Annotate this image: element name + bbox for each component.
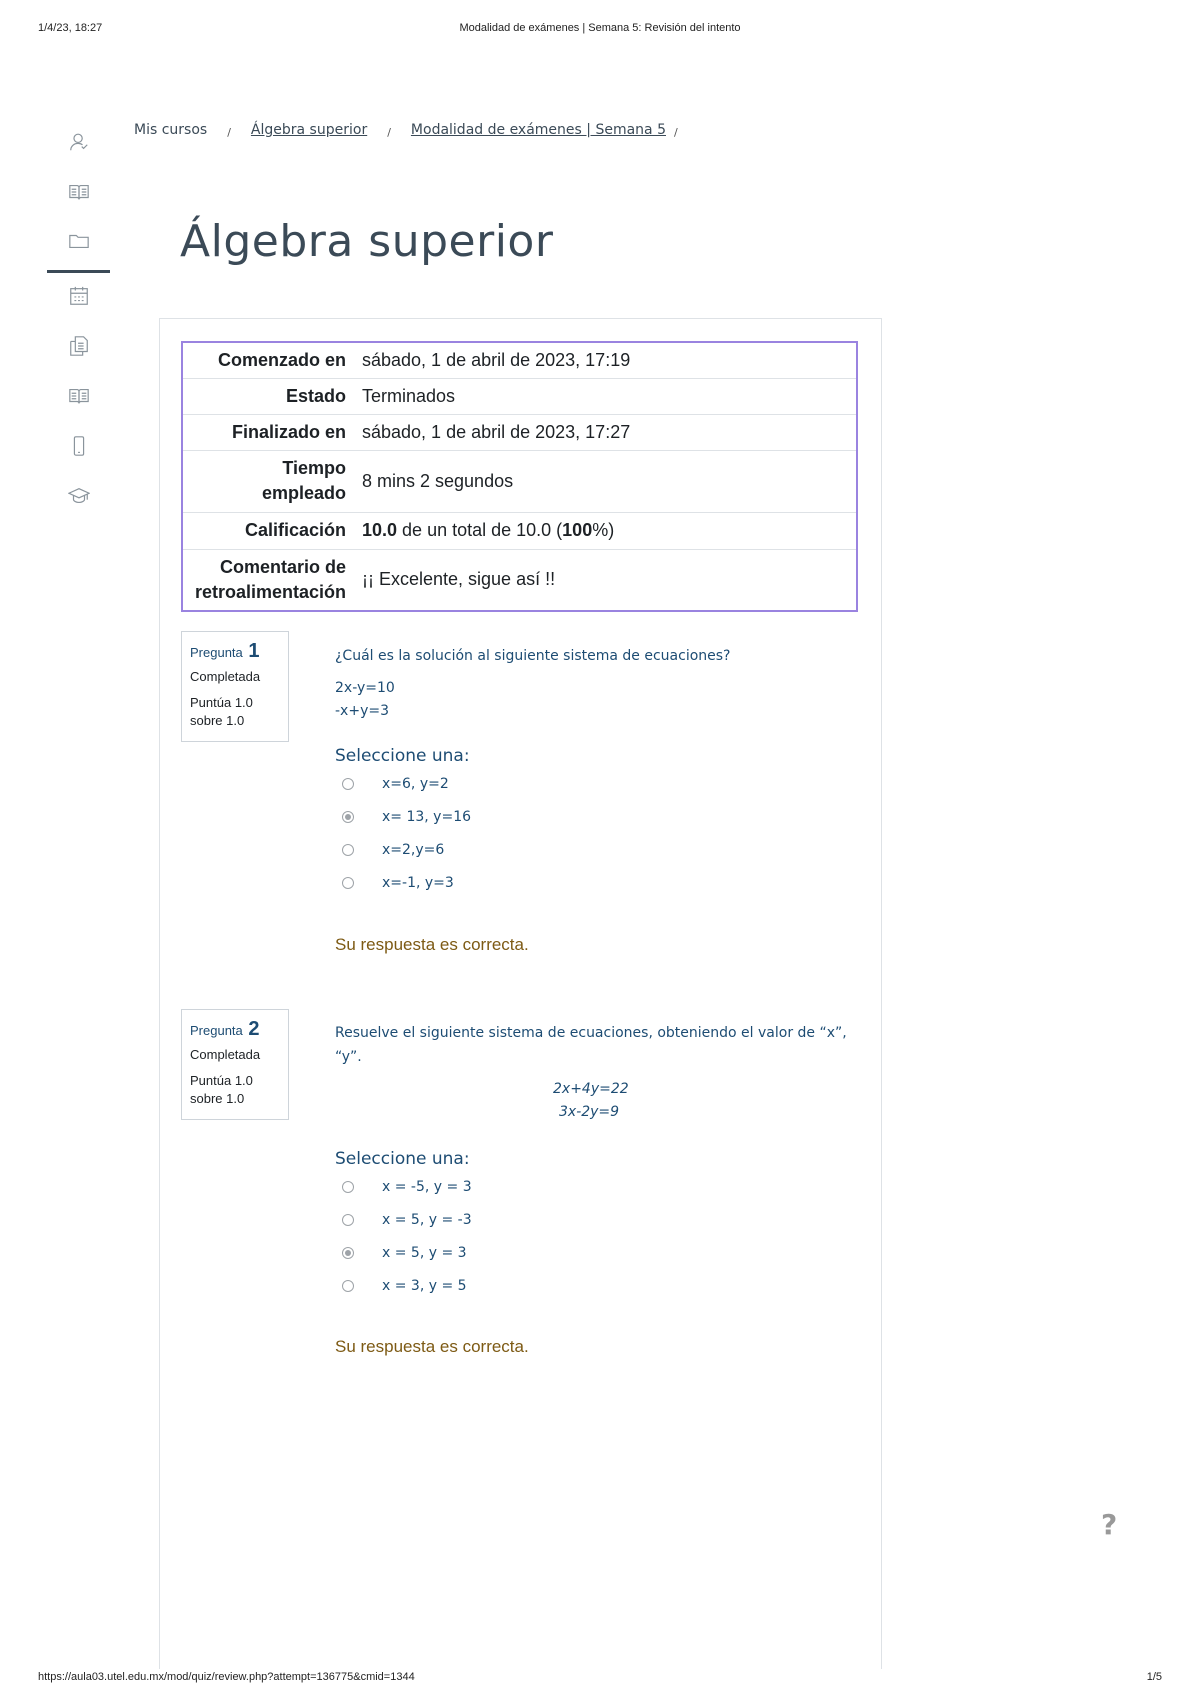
question-prefix: Pregunta [190, 1023, 243, 1038]
graduation-cap-icon[interactable] [68, 485, 90, 507]
question-text-2-line1: Resuelve el siguiente sistema de ecuaciones, obteniendo el valor de “x”, [335, 1025, 847, 1041]
time-label-line2: empleado [261, 483, 346, 503]
grade-mid: de un total de 10.0 ( [397, 520, 563, 540]
breadcrumb [134, 122, 678, 138]
select-prompt-1: Seleccione una: [335, 746, 470, 766]
question-grade-line1: Puntúa 1.0 [190, 695, 253, 710]
grade-score: 10.0 [362, 520, 398, 540]
feedback-value: ¡¡ Excelente, sigue así !! [362, 569, 556, 590]
answer-option[interactable] [342, 1210, 472, 1230]
grade-percent: 100 [562, 520, 593, 540]
mobile-icon[interactable] [68, 435, 90, 457]
summary-row-time [182, 450, 857, 512]
print-date: 1/4/23, 18:27 [38, 22, 103, 34]
book-icon[interactable] [68, 385, 90, 407]
breadcrumb-course[interactable]: Álgebra superior [250, 122, 368, 138]
equation-2a: 2x+4y=22 [553, 1081, 629, 1097]
answer-option-label: x = 5, y = 3 [382, 1245, 467, 1261]
question-number-value: 2 [248, 1018, 260, 1040]
summary-row-finished [182, 414, 857, 450]
radio-button[interactable] [342, 1280, 354, 1292]
time-value: 8 mins 2 segundos [356, 450, 857, 512]
help-icon[interactable]: ? [1101, 1508, 1118, 1541]
answer-option[interactable] [342, 840, 444, 860]
answer-option-label: x = 3, y = 5 [382, 1278, 467, 1294]
question-text-2-line2: “y”. [335, 1049, 362, 1065]
question-grade [190, 1072, 288, 1108]
summary-row-grade [182, 512, 857, 549]
state-value: Terminados [356, 378, 857, 414]
time-label-line1: Tiempo [282, 458, 346, 478]
breadcrumb-my-courses[interactable]: Mis cursos [134, 122, 208, 138]
summary-row-started [182, 342, 857, 378]
answer-option[interactable] [342, 1243, 467, 1263]
grade-end: %) [592, 520, 615, 540]
question-info-2 [181, 1009, 289, 1120]
answer-option-label: x = -5, y = 3 [382, 1179, 472, 1195]
question-state: Completada [190, 1047, 261, 1062]
feedback-label-line1: Comentario de [219, 556, 346, 577]
summary-row-state [182, 378, 857, 414]
radio-button[interactable] [342, 1214, 354, 1226]
answer-option-label: x=-1, y=3 [382, 875, 454, 891]
equation-1a: 2x-y=10 [335, 680, 395, 696]
equation-1b: -x+y=3 [335, 703, 389, 719]
answer-option[interactable] [342, 807, 471, 827]
question-text-1: ¿Cuál es la solución al siguiente sistema de ecuaciones? [335, 648, 731, 664]
answer-option-label: x=2,y=6 [382, 842, 445, 858]
question-grade-line1: Puntúa 1.0 [190, 1073, 253, 1088]
started-value: sábado, 1 de abril de 2023, 17:19 [356, 342, 857, 378]
breadcrumb-quiz[interactable]: Modalidad de exámenes | Semana 5 [410, 122, 666, 138]
radio-button-selected[interactable] [342, 1247, 354, 1259]
answer-feedback-2: Su respuesta es correcta. [335, 1337, 529, 1356]
equation-2b: 3x-2y=9 [559, 1104, 620, 1120]
print-page-number: 1/5 [1146, 1671, 1162, 1683]
answer-option[interactable] [342, 774, 449, 794]
finished-value: sábado, 1 de abril de 2023, 17:27 [356, 414, 857, 450]
state-label: Estado [182, 378, 356, 414]
select-prompt-2: Seleccione una: [335, 1149, 470, 1169]
radio-button-selected[interactable] [342, 811, 354, 823]
active-indicator [47, 270, 110, 273]
answer-option-label: x=6, y=2 [382, 776, 449, 792]
grade-value [356, 512, 857, 549]
question-info-1 [181, 631, 289, 742]
documents-icon[interactable] [68, 335, 90, 357]
question-grade [190, 694, 288, 730]
radio-button[interactable] [342, 1181, 354, 1193]
answer-option-label: x = 5, y = -3 [382, 1212, 472, 1228]
answer-option-label: x= 13, y=16 [382, 809, 472, 825]
folder-icon[interactable] [68, 230, 90, 252]
answer-option[interactable] [342, 873, 454, 893]
question-prefix: Pregunta [190, 645, 243, 660]
user-icon[interactable] [68, 131, 90, 153]
question-state: Completada [190, 669, 261, 684]
print-title: Modalidad de exámenes | Semana 5: Revisión del intento [459, 22, 741, 34]
book-icon[interactable] [68, 181, 90, 203]
radio-button[interactable] [342, 844, 354, 856]
question-number [190, 640, 288, 663]
answer-option[interactable] [342, 1177, 472, 1197]
feedback-label [182, 549, 356, 611]
grade-label: Calificación [182, 512, 356, 549]
page-title: Álgebra superior [180, 216, 554, 267]
calendar-icon[interactable] [68, 285, 90, 307]
feedback-label-line2: retroalimentación [194, 581, 346, 602]
finished-label: Finalizado en [182, 414, 356, 450]
breadcrumb-separator: / [673, 125, 678, 139]
question-grade-line2: sobre 1.0 [190, 713, 245, 728]
breadcrumb-separator: / [227, 125, 231, 139]
radio-button[interactable] [342, 877, 354, 889]
summary-row-feedback [182, 549, 857, 611]
question-number-value: 1 [248, 640, 260, 662]
radio-button[interactable] [342, 778, 354, 790]
time-label [182, 450, 356, 512]
attempt-summary-table [181, 341, 858, 612]
answer-feedback-1: Su respuesta es correcta. [335, 935, 529, 954]
breadcrumb-separator: / [387, 125, 391, 139]
question-number [190, 1018, 288, 1041]
answer-option[interactable] [342, 1276, 467, 1296]
question-grade-line2: sobre 1.0 [190, 1091, 245, 1106]
print-url: https://aula03.utel.edu.mx/mod/quiz/review.php?attempt=136775&cmid=1344 [38, 1671, 415, 1683]
started-label: Comenzado en [182, 342, 356, 378]
